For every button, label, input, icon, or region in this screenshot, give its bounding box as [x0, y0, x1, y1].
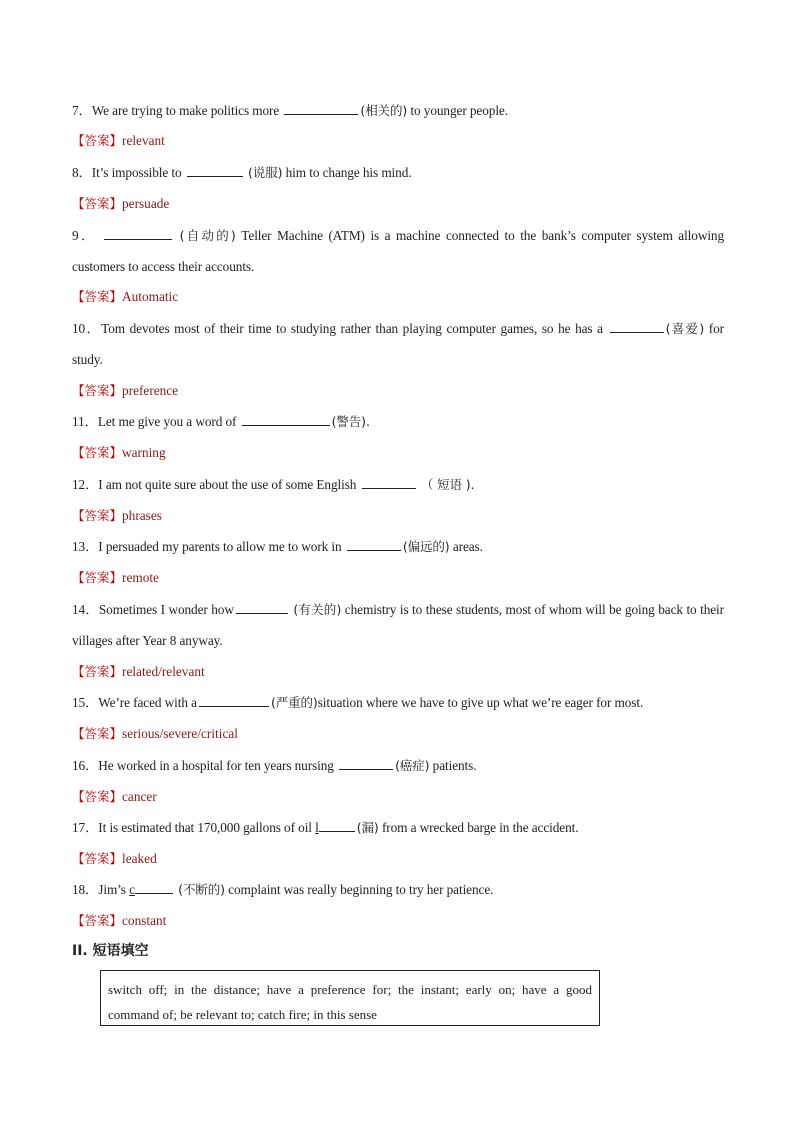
question-10: 10．Tom devotes most of their time to studying rather than playing computer games, so he has a (喜爱) for study.: [72, 321, 725, 367]
answer-12: 【答案】phrases: [72, 508, 162, 523]
answer-blank[interactable]: [347, 537, 401, 551]
answer-14: 【答案】related/relevant: [72, 664, 205, 679]
question-11: 11．Let me give you a word of (警告).: [72, 414, 370, 429]
question-16: 16．He worked in a hospital for ten years nursing (癌症) patients.: [72, 758, 477, 773]
answer-blank[interactable]: [135, 880, 173, 894]
answer-15: 【答案】serious/severe/critical: [72, 726, 238, 741]
answer-blank[interactable]: [104, 226, 172, 240]
question-7: 7．We are trying to make politics more (相关的) to younger people.: [72, 103, 508, 118]
question-8: 8．It’s impossible to (说服) him to change his mind.: [72, 165, 412, 180]
answer-blank[interactable]: [610, 319, 664, 333]
question-9: 9． (自动的) Teller Machine (ATM) is a machine connected to the bank’s computer system allowing customers to access their accounts.: [72, 228, 725, 274]
answer-16: 【答案】cancer: [72, 789, 157, 804]
answer-13: 【答案】remote: [72, 570, 159, 585]
answer-10: 【答案】preference: [72, 383, 179, 398]
answer-18: 【答案】constant: [72, 913, 167, 928]
answer-blank[interactable]: [339, 756, 393, 770]
answer-8: 【答案】persuade: [72, 196, 170, 211]
answer-blank[interactable]: [362, 475, 416, 489]
answer-blank[interactable]: [199, 693, 269, 707]
phrase-list: switch off; in the distance; have a preference for; the instant; early on; have a good command of; be relevant to; catch fire; in this sense: [108, 982, 592, 1022]
answer-17: 【答案】leaked: [72, 851, 157, 866]
answer-9: 【答案】Automatic: [72, 289, 179, 304]
answer-blank[interactable]: [284, 101, 358, 115]
section-title: II. 短语填空: [72, 943, 149, 959]
answer-11: 【答案】warning: [72, 445, 166, 460]
first-letter-hint: c: [129, 882, 135, 897]
answer-blank[interactable]: [187, 163, 243, 177]
answer-7: 【答案】relevant: [72, 133, 165, 148]
question-12: 12．I am not quite sure about the use of some English （ 短语 ).: [72, 477, 475, 492]
first-letter-hint: l: [315, 820, 319, 835]
answer-blank[interactable]: [319, 818, 355, 832]
answer-blank[interactable]: [236, 600, 288, 614]
answer-blank[interactable]: [242, 412, 330, 426]
question-18: 18．Jim’s c (不断的) complaint was really beginning to try her patience.: [72, 882, 494, 897]
question-17: 17．It is estimated that 170,000 gallons of oil l (漏) from a wrecked barge in the accident.: [72, 820, 579, 835]
phrase-box: [100, 970, 600, 1026]
question-14: 14．Sometimes I wonder how (有关的) chemistry is to these students, most of whom will be going back to their villages after Year 8 anyway.: [72, 602, 724, 648]
question-13: 13．I persuaded my parents to allow me to work in (偏远的) areas.: [72, 539, 483, 554]
question-15: 15．We’re faced with a (严重的)situation where we have to give up what we’re eager for most.: [72, 695, 644, 710]
